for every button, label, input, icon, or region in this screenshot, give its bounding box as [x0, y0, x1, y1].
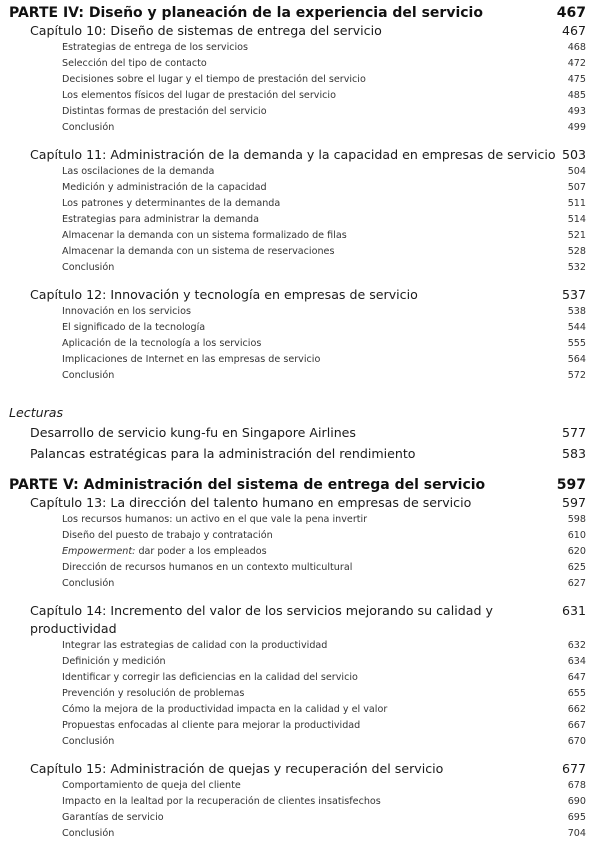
toc-entry: [0, 180, 600, 196]
lectura-entry: [0, 443, 600, 464]
toc-entry: [0, 320, 600, 336]
toc-entry-page: 514: [567, 214, 586, 225]
toc-entry: [0, 228, 600, 244]
title-rest: dar poder a los empleados: [135, 546, 267, 557]
toc-entry: [0, 164, 600, 180]
toc-entry: [0, 560, 600, 576]
toc-entry-title: Cómo la mejora de la productividad impacta en la calidad y el valor: [62, 704, 388, 715]
toc-entry-title: Conclusión: [62, 736, 115, 747]
toc-entry-title: Los patrones y determinantes de la demanda: [62, 198, 281, 209]
toc-entry: [0, 638, 600, 654]
toc-entry-title: Prevención y resolución de problemas: [62, 688, 245, 699]
toc-entry-page: 627: [567, 578, 586, 589]
toc-entry-title: Estrategias de entrega de los servicios: [62, 42, 249, 53]
toc-entry-title: Diseño del puesto de trabajo y contratación: [62, 530, 273, 541]
lectura-entry-page: 577: [561, 425, 586, 440]
lectura-entry-title: Desarrollo de servicio kung-fu en Singapore Airlines: [30, 425, 356, 440]
chapter-heading-page: 597: [561, 495, 586, 510]
chapter-heading-page: 677: [561, 761, 586, 776]
chapter-heading-title: Capítulo 10: Diseño de sistemas de entrega del servicio: [30, 23, 382, 38]
toc-entry: [0, 56, 600, 72]
toc-entry-title: Impacto en la lealtad por la recuperación de clientes insatisfechos: [62, 796, 381, 807]
part-heading-page: 467: [556, 5, 586, 21]
toc-entry: [0, 528, 600, 544]
toc-entry-page: 662: [567, 704, 586, 715]
toc-entry-title: Comportamiento de queja del cliente: [62, 780, 241, 791]
toc-entry: [0, 670, 600, 686]
toc-entry-page: 485: [567, 90, 586, 101]
chapter-heading-page: 503: [561, 147, 586, 162]
toc-entry: [0, 352, 600, 368]
lectura-entry-page: 583: [561, 446, 586, 461]
toc-entry-page: 555: [567, 338, 586, 349]
toc-entry-title: Innovación en los servicios: [62, 306, 191, 317]
toc-entry-page: 493: [567, 106, 586, 117]
toc-entry: [0, 212, 600, 228]
chapter-heading-title: Capítulo 12: Innovación y tecnología en empresas de servicio: [30, 287, 418, 302]
toc-entry-page: 667: [567, 720, 586, 731]
toc-entry-title: Selección del tipo de contacto: [62, 58, 207, 69]
toc-entry-title: Dirección de recursos humanos en un contexto multicultural: [62, 562, 353, 573]
chapter-heading: [0, 146, 600, 164]
toc-entry: [0, 576, 600, 592]
toc-entry-title: Conclusión: [62, 262, 115, 273]
chapter-heading-title: Capítulo 15: Administración de quejas y recuperación del servicio: [30, 761, 444, 776]
toc-entry: [0, 512, 600, 528]
toc-entry-title: Conclusión: [62, 370, 115, 381]
toc-entry-title: Propuestas enfocadas al cliente para mejorar la productividad: [62, 720, 361, 731]
emphasis-text: Empowerment:: [62, 546, 136, 557]
toc-entry-title: Medición y administración de la capacidad: [62, 182, 267, 193]
toc-entry: [0, 544, 600, 560]
toc-entry-page: 632: [567, 640, 586, 651]
toc-entry: [0, 304, 600, 320]
part-heading-title: PARTE IV: Diseño y planeación de la experiencia del servicio: [9, 5, 483, 21]
toc-entry-page: 704: [567, 828, 586, 839]
chapter-heading-page: 467: [561, 23, 586, 38]
toc-entry-title: Garantías de servicio: [62, 812, 164, 823]
toc-entry-page: 468: [567, 42, 586, 53]
toc-entry: [0, 368, 600, 384]
toc-entry-title: Implicaciones de Internet en las empresas de servicio: [62, 354, 321, 365]
part-heading: [0, 476, 600, 494]
toc-entry: [0, 810, 600, 826]
toc-entry: [0, 104, 600, 120]
toc-entry-title: Almacenar la demanda con un sistema formalizado de filas: [62, 230, 347, 241]
toc-entry: [0, 778, 600, 794]
toc-entry: [0, 686, 600, 702]
toc-entry-page: 544: [567, 322, 586, 333]
toc-entry: [0, 244, 600, 260]
toc-entry: [0, 120, 600, 136]
toc-entry-page: 538: [567, 306, 586, 317]
toc-entry: [0, 88, 600, 104]
toc-entry: [0, 40, 600, 56]
chapter-heading-title: Capítulo 14: Incremento del valor de los servicios mejorando su calidad y productividad: [30, 603, 493, 636]
part-heading-page: 597: [556, 477, 586, 493]
chapter-heading: [0, 494, 600, 512]
toc-entry-page: 507: [567, 182, 586, 193]
toc-entry-page: 504: [567, 166, 586, 177]
chapter-heading-title: Capítulo 11: Administración de la demanda y la capacidad en empresas de servicio: [30, 147, 556, 162]
toc-entry: [0, 718, 600, 734]
toc-entry-page: 499: [567, 122, 586, 133]
chapter-heading-title: Capítulo 13: La dirección del talento humano en empresas de servicio: [30, 495, 472, 510]
chapter-heading: [0, 286, 600, 304]
chapter-heading-page: 631: [561, 603, 586, 618]
toc-entry-title: Distintas formas de prestación del servicio: [62, 106, 267, 117]
toc-entry-page: 610: [567, 530, 586, 541]
table-of-contents: [0, 4, 600, 842]
toc-entry-page: 598: [567, 514, 586, 525]
toc-entry-page: 625: [567, 562, 586, 573]
part-heading: [0, 4, 600, 22]
toc-entry-title: Definición y medición: [62, 656, 166, 667]
toc-entry-page: 532: [567, 262, 586, 273]
toc-entry-page: 475: [567, 74, 586, 85]
toc-entry: [0, 794, 600, 810]
toc-entry-title: Conclusión: [62, 828, 115, 839]
toc-entry-page: 528: [567, 246, 586, 257]
toc-entry-page: 564: [567, 354, 586, 365]
lecturas-heading: Lecturas: [9, 405, 64, 420]
toc-entry-title: El significado de la tecnología: [62, 322, 206, 333]
toc-entry-title: Aplicación de la tecnología a los servicios: [62, 338, 262, 349]
toc-entry-page: 572: [567, 370, 586, 381]
toc-entry-page: 670: [567, 736, 586, 747]
toc-entry: [0, 336, 600, 352]
toc-entry-title: Los recursos humanos: un activo en el que vale la pena invertir: [62, 514, 368, 525]
toc-entry-title: Almacenar la demanda con un sistema de reservaciones: [62, 246, 335, 257]
toc-entry-title: [62, 544, 267, 560]
toc-entry-page: 678: [567, 780, 586, 791]
toc-entry-page: 620: [567, 546, 586, 557]
toc-entry: [0, 260, 600, 276]
chapter-heading: [0, 760, 600, 778]
toc-entry: [0, 72, 600, 88]
toc-entry-title: Las oscilaciones de la demanda: [62, 166, 215, 177]
toc-entry-title: Conclusión: [62, 578, 115, 589]
toc-entry: [0, 826, 600, 842]
toc-entry: [0, 734, 600, 750]
chapter-heading: [0, 602, 600, 638]
toc-entry-title: Los elementos físicos del lugar de prestación del servicio: [62, 90, 336, 101]
part-heading-title: PARTE V: Administración del sistema de entrega del servicio: [9, 477, 486, 493]
toc-entry-title: Integrar las estrategias de calidad con la productividad: [62, 640, 328, 651]
toc-entry: [0, 196, 600, 212]
toc-entry-page: 472: [567, 58, 586, 69]
lectura-entry: [0, 422, 600, 443]
toc-entry-title: Identificar y corregir las deficiencias en la calidad del servicio: [62, 672, 358, 683]
toc-entry-page: 521: [567, 230, 586, 241]
toc-entry-page: 634: [567, 656, 586, 667]
toc-entry-title: Conclusión: [62, 122, 115, 133]
toc-entry-page: 690: [567, 796, 586, 807]
lectura-entry-title: Palancas estratégicas para la administración del rendimiento: [30, 446, 416, 461]
toc-entry: [0, 654, 600, 670]
toc-entry-page: 511: [567, 198, 586, 209]
toc-entry-page: 655: [567, 688, 586, 699]
toc-entry-title: Decisiones sobre el lugar y el tiempo de prestación del servicio: [62, 74, 366, 85]
chapter-heading: [0, 22, 600, 40]
toc-entry-title: Estrategias para administrar la demanda: [62, 214, 259, 225]
toc-entry: [0, 702, 600, 718]
toc-entry-page: 647: [567, 672, 586, 683]
chapter-heading-page: 537: [561, 287, 586, 302]
toc-entry-page: 695: [567, 812, 586, 823]
